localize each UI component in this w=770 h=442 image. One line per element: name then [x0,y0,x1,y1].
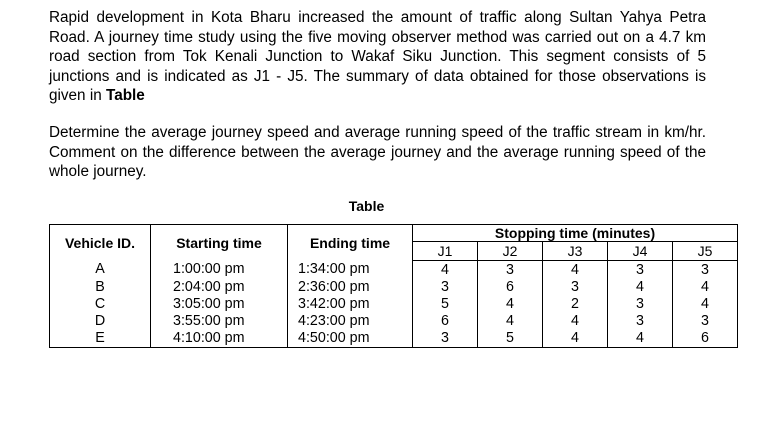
starting-time-cell: 3:55:00 pm [151,313,288,330]
table-row [50,330,738,348]
stop-j2-cell: 3 [478,261,543,279]
stop-j2-cell: 4 [478,295,543,312]
header-vehicle-id: Vehicle ID. [50,225,151,261]
stop-j2-cell: 4 [478,313,543,330]
stop-j1-cell: 4 [413,261,478,279]
header-stopping-time: Stopping time (minutes) [413,225,738,242]
stop-j3-cell: 4 [543,261,608,279]
header-junction-j5: J5 [673,242,738,261]
table-caption: Table [348,198,385,214]
stop-j4-cell: 3 [608,313,673,330]
ending-time-cell: 3:42:00 pm [288,295,413,312]
stop-j5-cell: 3 [673,313,738,330]
stop-j1-cell: 3 [413,330,478,348]
stop-j5-cell: 4 [673,278,738,295]
header-junction-j3: J3 [543,242,608,261]
stop-j3-cell: 3 [543,278,608,295]
header-ending-time: Ending time [288,225,413,261]
stop-j1-cell: 3 [413,278,478,295]
stop-j2-cell: 5 [478,330,543,348]
starting-time-cell: 2:04:00 pm [151,278,288,295]
vehicle-id-cell: C [50,295,151,312]
table-reference: Table [105,87,145,105]
observation-table [49,224,738,348]
vehicle-id-cell: A [50,261,151,279]
vehicle-id-cell: E [50,330,151,348]
stop-j3-cell: 4 [543,313,608,330]
stop-j5-cell: 4 [673,295,738,312]
vehicle-id-cell: D [50,313,151,330]
header-junction-j2: J2 [478,242,543,261]
stop-j3-cell: 2 [543,295,608,312]
stop-j2-cell: 6 [478,278,543,295]
problem-paragraph-2: Determine the average journey speed and average running speed of the traffic stream in km/hr. Comment on the difference between the average journey and the average running speed of the whole journey. [49,124,706,181]
starting-time-cell: 4:10:00 pm [151,330,288,348]
ending-time-cell: 1:34:00 pm [288,261,413,279]
table-row [50,278,738,295]
stop-j4-cell: 4 [608,278,673,295]
ending-time-cell: 4:50:00 pm [288,330,413,348]
starting-time-cell: 3:05:00 pm [151,295,288,312]
table-row [50,295,738,312]
starting-time-cell: 1:00:00 pm [151,261,288,279]
problem-paragraph-1 [49,8,706,106]
table-row [50,313,738,330]
stop-j5-cell: 3 [673,261,738,279]
ending-time-cell: 2:36:00 pm [288,278,413,295]
stop-j3-cell: 4 [543,330,608,348]
stop-j1-cell: 5 [413,295,478,312]
vehicle-id-cell: B [50,278,151,295]
header-junction-j4: J4 [608,242,673,261]
ending-time-cell: 4:23:00 pm [288,313,413,330]
header-junction-j1: J1 [413,242,478,261]
paragraph-1-text: Rapid development in Kota Bharu increased the amount of traffic along Sultan Yahya Petra Road. A journey time study using the five moving observer method was carried out on a 4.7 km road section from Tok Kenali Junction to Wakaf Siku Junction. This segment consists of 5 junctions and is indicated as J1 - J5. The summary of data obtained for those observations is given in [49,9,706,105]
stop-j4-cell: 3 [608,295,673,312]
stop-j1-cell: 6 [413,313,478,330]
stop-j5-cell: 6 [673,330,738,348]
stop-j4-cell: 4 [608,330,673,348]
table-row [50,261,738,279]
stop-j4-cell: 3 [608,261,673,279]
header-starting-time: Starting time [151,225,288,261]
